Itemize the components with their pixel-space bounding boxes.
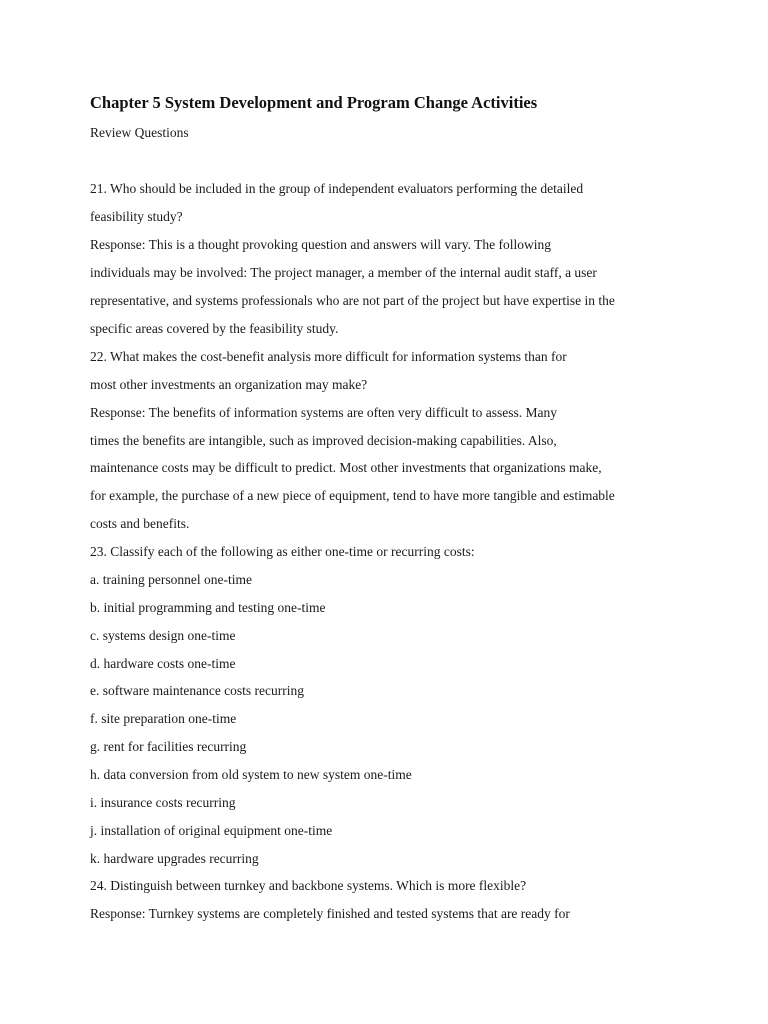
q22-response-line-4: for example, the purchase of a new piece of equipment, tend to have more tangible and estimable: [90, 488, 615, 503]
document-subtitle: Review Questions: [90, 125, 189, 140]
q23-item-a: a. training personnel one-time: [90, 572, 252, 587]
q21-line-1: 21. Who should be included in the group of independent evaluators performing the detailed: [90, 181, 584, 196]
q22-response-line-3: maintenance costs may be difficult to predict. Most other investments that organizations make,: [90, 460, 602, 475]
q23-item-h: h. data conversion from old system to new system one-time: [90, 767, 412, 782]
q24-response-line-1: Response: Turnkey systems are completely finished and tested systems that are ready for: [90, 906, 570, 921]
q23-item-d: d. hardware costs one-time: [90, 656, 236, 671]
q22-response-line-1: Response: The benefits of information systems are often very difficult to assess. Many: [90, 405, 558, 420]
q23-item-c: c. systems design one-time: [90, 628, 236, 643]
q21-response-line-1: Response: This is a thought provoking question and answers will vary. The following: [90, 237, 551, 252]
q22-line-2: most other investments an organization may make?: [90, 377, 368, 392]
q22-response-line-2: times the benefits are intangible, such as improved decision-making capabilities. Also,: [90, 433, 557, 448]
document-title: Chapter 5 System Development and Program Change Activities: [90, 93, 538, 112]
q23-item-k: k. hardware upgrades recurring: [90, 851, 259, 866]
q23-item-b: b. initial programming and testing one-time: [90, 600, 326, 615]
q22-response-line-5: costs and benefits.: [90, 516, 190, 531]
q21-response-line-3: representative, and systems professionals who are not part of the project but have expertise in the: [90, 293, 615, 308]
q23-item-j: j. installation of original equipment one-time: [90, 823, 333, 838]
q21-line-2: feasibility study?: [90, 209, 183, 224]
q23-item-g: g. rent for facilities recurring: [90, 739, 247, 754]
q23-item-i: i. insurance costs recurring: [90, 795, 236, 810]
q23-line-1: 23. Classify each of the following as either one-time or recurring costs:: [90, 544, 475, 559]
q24-line-1: 24. Distinguish between turnkey and backbone systems. Which is more flexible?: [90, 878, 527, 893]
q21-response-line-4: specific areas covered by the feasibility study.: [90, 321, 339, 336]
q23-item-e: e. software maintenance costs recurring: [90, 683, 305, 698]
q22-line-1: 22. What makes the cost-benefit analysis more difficult for information systems than for: [90, 349, 567, 364]
q23-item-f: f. site preparation one-time: [90, 711, 237, 726]
q21-response-line-2: individuals may be involved: The project manager, a member of the internal audit staff, a user: [90, 265, 597, 280]
